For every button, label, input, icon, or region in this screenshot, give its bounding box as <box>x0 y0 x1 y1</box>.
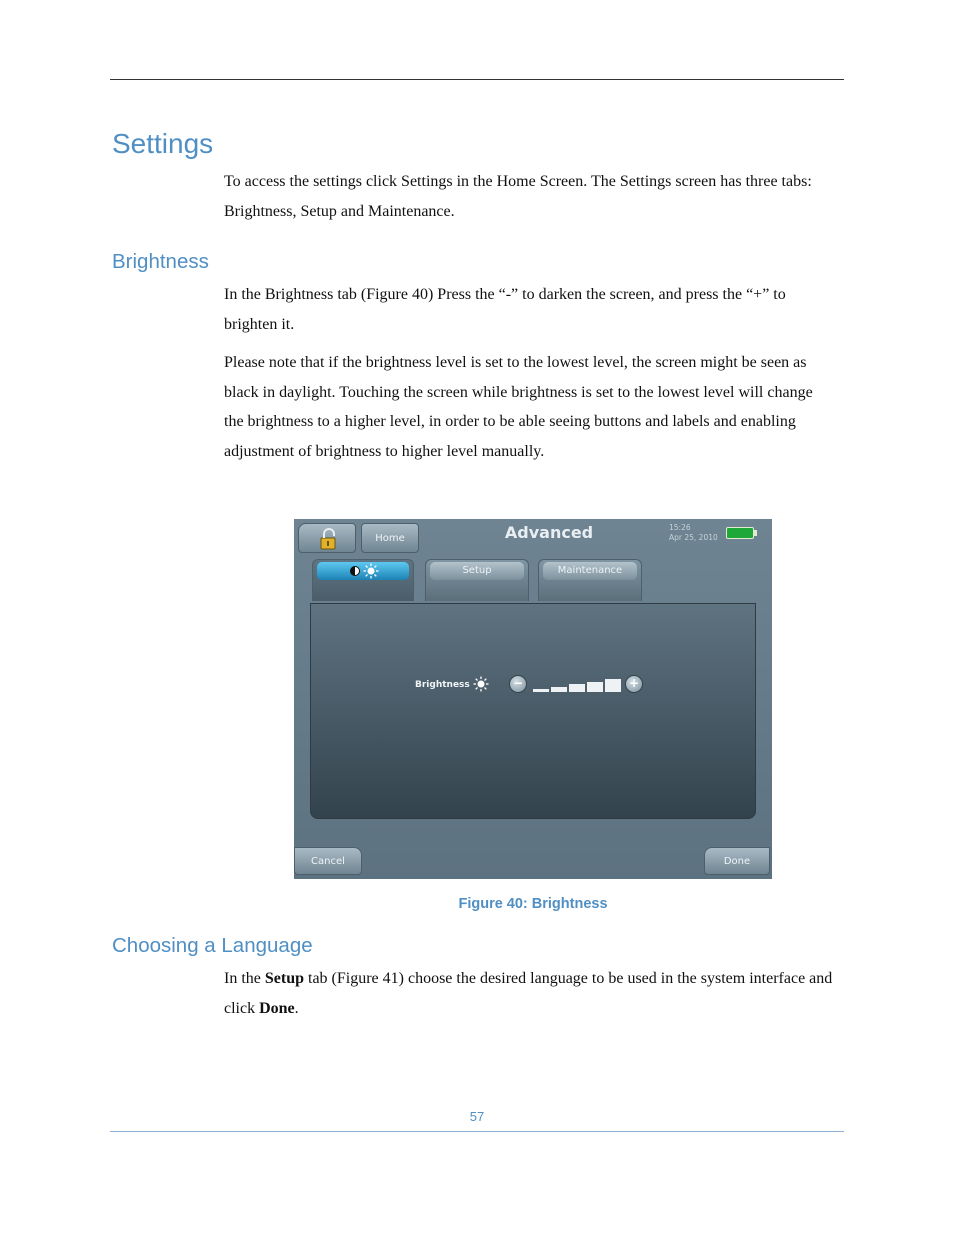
brightness-increase-button[interactable]: + <box>625 675 643 693</box>
intro-paragraph: To access the settings click Settings in the Home Screen. The Settings screen has three tabs: Brightness, Setup and Maintenance. <box>224 173 812 220</box>
clock <box>669 523 718 543</box>
brightness-screenshot <box>294 519 772 879</box>
cancel-button[interactable]: Cancel <box>294 847 362 875</box>
brightness-level-bar <box>587 682 603 693</box>
battery-tip <box>754 530 757 536</box>
brightness-level-bar <box>551 687 567 693</box>
header-rule <box>110 79 844 80</box>
brightness-level-bar <box>605 679 621 692</box>
done-button[interactable]: Done <box>704 847 770 875</box>
tab-maintenance[interactable] <box>538 559 642 601</box>
tab-brightness-face <box>317 562 409 580</box>
tab-brightness[interactable] <box>312 559 414 601</box>
tab-maintenance-label: Maintenance <box>543 562 637 580</box>
settings-panel <box>310 603 756 819</box>
brightness-level-indicator <box>533 676 621 692</box>
footer-rule <box>110 1131 844 1132</box>
section-heading-language: Choosing a Language <box>112 934 313 957</box>
screen-title: Advanced <box>504 523 594 542</box>
lock-button[interactable] <box>298 523 356 553</box>
contrast-sun-icon <box>343 562 383 580</box>
language-text-1: In the <box>224 970 265 987</box>
done-bold: Done <box>259 999 295 1017</box>
padlock-icon <box>299 524 357 554</box>
figure-caption: Figure 40: Brightness <box>458 896 608 912</box>
tab-setup[interactable] <box>425 559 529 601</box>
brightness-level-bar <box>569 684 585 692</box>
language-paragraph <box>224 964 836 1023</box>
clock-date: Apr 25, 2010 <box>669 533 718 542</box>
section-heading-brightness: Brightness <box>112 250 209 273</box>
page-number: 57 <box>469 1109 485 1124</box>
brightness-decrease-button[interactable]: − <box>509 675 527 693</box>
sun-icon <box>473 676 489 692</box>
clock-time: 15:26 <box>669 523 691 532</box>
home-button[interactable]: Home <box>361 523 419 553</box>
brightness-paragraph-1: In the Brightness tab (Figure 40) Press the “-” to darken the screen, and press the “+” to brighten it. <box>224 286 786 333</box>
setup-bold: Setup <box>264 970 304 987</box>
brightness-paragraph-2: Please note that if the brightness level is set to the lowest level, the screen might be seen as black in daylight. Touching the screen while brightness is set to the lowest level will change the brightness to a higher level, in order to be able seeing buttons and labels and enabling adjustment of brightness to higher level manually. <box>224 354 813 460</box>
brightness-level-bar <box>533 689 549 692</box>
language-text-2: tab (Figure 41) choose the desired language to be used in the system interface and click <box>224 970 833 1017</box>
battery-icon <box>726 527 754 539</box>
language-text-3: . <box>294 999 299 1017</box>
page-title: Settings <box>112 128 214 159</box>
tab-setup-label: Setup <box>430 562 524 580</box>
brightness-label: Brightness <box>415 680 470 690</box>
